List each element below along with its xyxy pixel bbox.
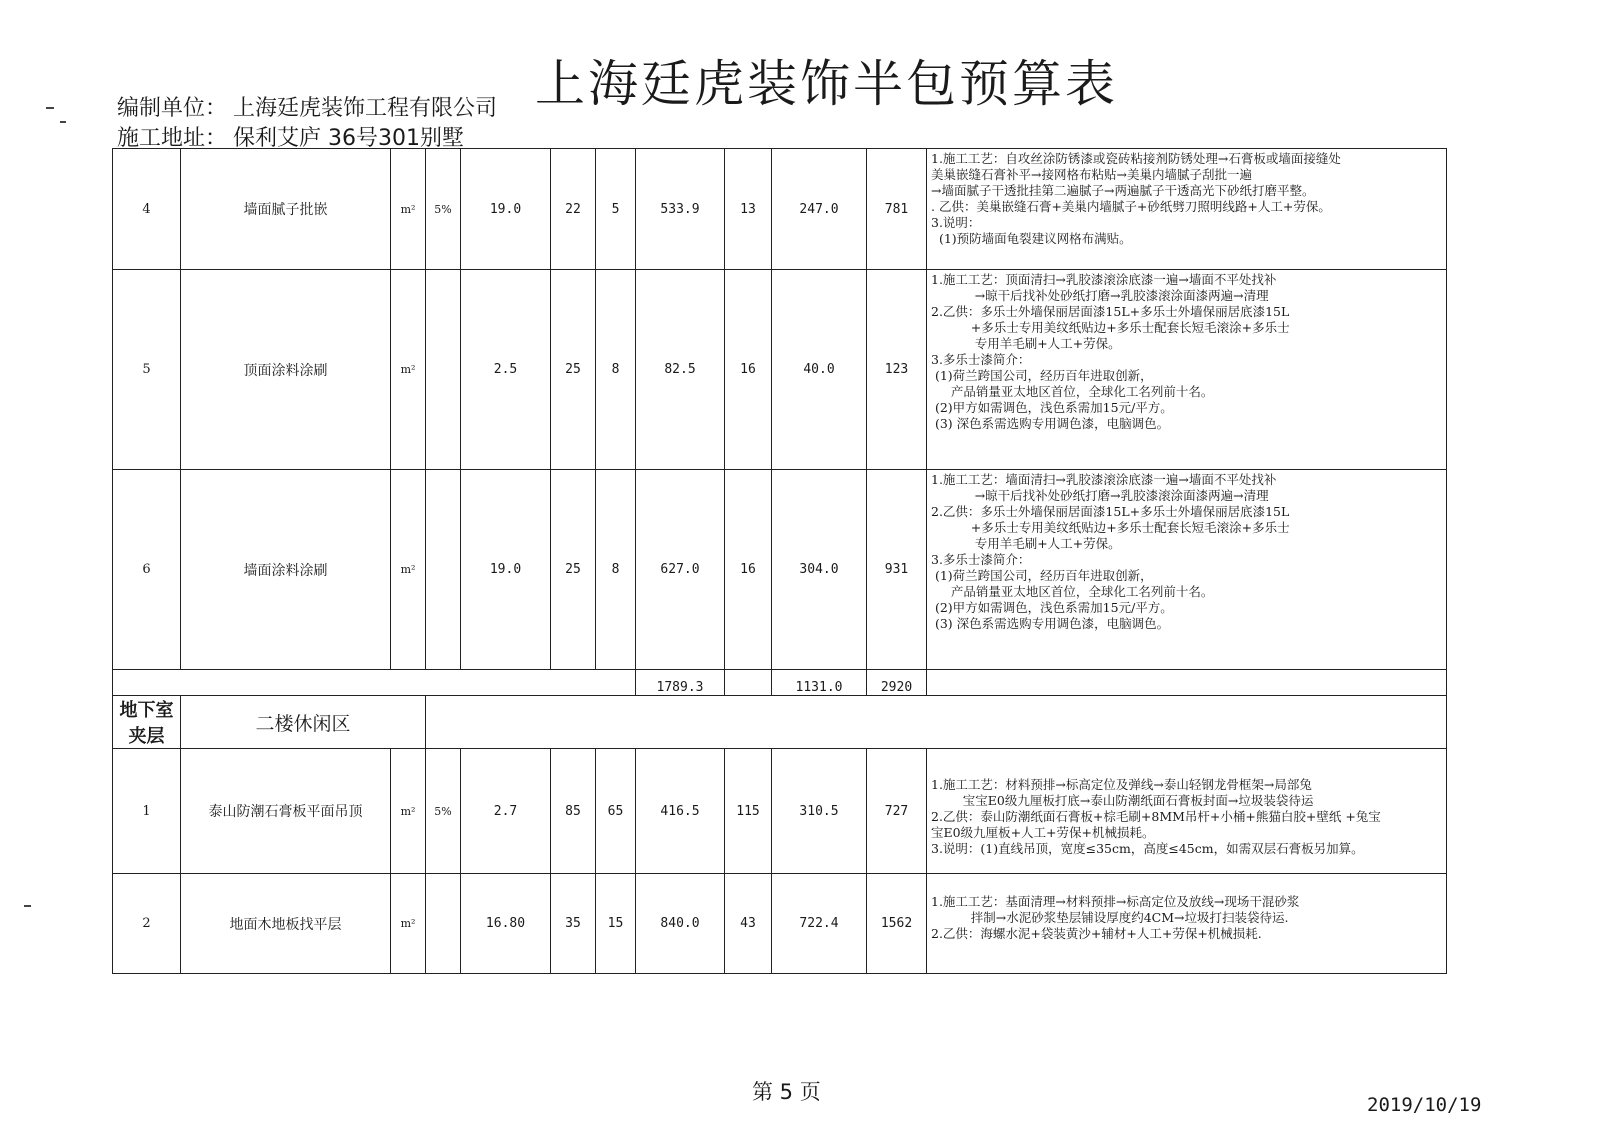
note-line: 宝宝E0级九厘板打底→泰山防潮纸面石膏板封面→垃圾装袋待运: [931, 793, 1314, 808]
item-loss: [426, 874, 461, 974]
item-unit: m²: [391, 749, 426, 874]
subtotal-blank: [927, 670, 1447, 696]
page-number: 第 5 页: [752, 1080, 821, 1104]
print-date: 2019/10/19: [1367, 1094, 1482, 1116]
note-line: (3) 深色系需选购专用调色漆，电脑调色。: [931, 416, 1170, 431]
note-line: 3.说明：(1)直线吊顶，宽度≤35cm，高度≤45cm，如需双层石膏板另加算。: [931, 841, 1364, 856]
item-total: 727: [867, 749, 927, 874]
item-price-extra: 16: [725, 470, 772, 670]
table-row: [113, 749, 1447, 874]
item-subtotal-material: 416.5: [636, 749, 725, 874]
item-notes: [927, 270, 1447, 470]
note-line: 3.说明：: [931, 215, 981, 230]
item-total: 931: [867, 470, 927, 670]
note-line: (2)甲方如需调色，浅色系需加15元/平方。: [931, 600, 1173, 615]
note-line: 1.施工工艺：基面清理→材料预排→标高定位及放线→现场干混砂浆: [931, 894, 1300, 909]
table-row: [113, 270, 1447, 470]
item-price-labor: 65: [596, 749, 636, 874]
item-price-labor: 8: [596, 270, 636, 470]
subtotal-row: [113, 670, 1447, 696]
company-value: 上海廷虎装饰工程有限公司: [233, 96, 498, 121]
item-name: 泰山防潮石膏板平面吊顶: [181, 749, 391, 874]
item-total: 781: [867, 149, 927, 270]
note-line: 拌制→水泥砂浆垫层铺设厚度约4CM→垃圾打扫装袋待运.: [931, 910, 1289, 925]
item-price-extra: 16: [725, 270, 772, 470]
subtotal-material: 1789.3: [636, 670, 725, 696]
note-line: 美巢嵌缝石膏补平→接网格布粘贴→美巢内墙腻子刮批一遍: [931, 167, 1252, 182]
note-line: +多乐士专用美纹纸贴边+多乐士配套长短毛滚涂+多乐士: [931, 520, 1290, 535]
table-row: [113, 470, 1447, 670]
item-name: 地面木地板找平层: [181, 874, 391, 974]
item-no: 5: [113, 270, 181, 470]
note-line: →晾干后找补处砂纸打磨→乳胶漆滚涂面漆两遍→清理: [931, 488, 1269, 503]
item-price-material: 25: [551, 470, 596, 670]
note-line: . 乙供：美巢嵌缝石膏+美巢内墙腻子+砂纸劈刀照明线路+人工+劳保。: [931, 199, 1331, 214]
note-line: (2)甲方如需调色，浅色系需加15元/平方。: [931, 400, 1173, 415]
note-line: 2.乙供：海螺水泥+袋装黄沙+辅材+人工+劳保+机械损耗.: [931, 926, 1262, 941]
item-notes: [927, 470, 1447, 670]
note-line: 3.多乐士漆简介：: [931, 352, 1031, 367]
note-line: 宝E0级九厘板+人工+劳保+机械损耗。: [931, 825, 1155, 840]
item-subtotal-labor: 310.5: [772, 749, 867, 874]
item-subtotal-labor: 40.0: [772, 270, 867, 470]
note-line: 2.乙供：多乐士外墙保丽居面漆15L+多乐士外墙保丽居底漆15L: [931, 504, 1290, 519]
note-line: 1.施工工艺：墙面清扫→乳胶漆滚涂底漆一遍→墙面不平处找补: [931, 472, 1277, 487]
item-price-extra: 13: [725, 149, 772, 270]
note-line: (1)荷兰跨国公司，经历百年进取创新，: [931, 568, 1153, 583]
note-line: 专用羊毛刷+人工+劳保。: [931, 536, 1121, 551]
item-price-labor: 15: [596, 874, 636, 974]
item-notes: [927, 749, 1447, 874]
item-qty: 2.7: [461, 749, 551, 874]
item-name: 墙面涂料涂刷: [181, 470, 391, 670]
item-price-material: 85: [551, 749, 596, 874]
item-no: 6: [113, 470, 181, 670]
note-line: +多乐士专用美纹纸贴边+多乐士配套长短毛滚涂+多乐士: [931, 320, 1290, 335]
item-subtotal-labor: 722.4: [772, 874, 867, 974]
item-unit: m²: [391, 149, 426, 270]
company-label: 编制单位：: [117, 96, 228, 121]
item-total: 123: [867, 270, 927, 470]
section-name: 二楼休闲区: [181, 696, 426, 749]
table-row: [113, 149, 1447, 270]
item-price-extra: 43: [725, 874, 772, 974]
item-price-material: 22: [551, 149, 596, 270]
note-line: (1)预防墙面龟裂建议网格布满贴。: [931, 231, 1132, 246]
note-line: 1.施工工艺：自攻丝涂防锈漆或瓷砖粘接剂防锈处理→石膏板或墙面接缝处: [931, 151, 1341, 166]
item-subtotal-material: 533.9: [636, 149, 725, 270]
item-unit: m²: [391, 874, 426, 974]
item-loss: 5%: [426, 749, 461, 874]
item-no: 2: [113, 874, 181, 974]
address-value: 保利艾庐 36号301别墅: [233, 126, 464, 151]
page-title: 上海廷虎装饰半包预算表: [535, 55, 1118, 113]
company-line: [117, 91, 497, 122]
scan-mark: [24, 905, 31, 907]
note-line: 1.施工工艺：材料预排→标高定位及弹线→泰山轻钢龙骨框架→局部兔: [931, 777, 1312, 792]
section-floor: 地下室夹层: [113, 696, 181, 749]
note-line: 2.乙供：多乐士外墙保丽居面漆15L+多乐士外墙保丽居底漆15L: [931, 304, 1290, 319]
subtotal-total: 2920: [867, 670, 927, 696]
item-subtotal-material: 840.0: [636, 874, 725, 974]
note-line: 专用羊毛刷+人工+劳保。: [931, 336, 1121, 351]
note-line: 3.多乐士漆简介：: [931, 552, 1031, 567]
subtotal-labor: 1131.0: [772, 670, 867, 696]
item-unit: m²: [391, 470, 426, 670]
note-line: 1.施工工艺：顶面清扫→乳胶漆滚涂底漆一遍→墙面不平处找补: [931, 272, 1277, 287]
note-line: 产品销量亚太地区首位，全球化工名列前十名。: [931, 584, 1214, 599]
item-loss: [426, 470, 461, 670]
item-qty: 2.5: [461, 270, 551, 470]
note-line: 2.乙供：泰山防潮纸面石膏板+棕毛刷+8MM吊杆+小桶+熊猫白胶+壁纸 +兔宝: [931, 809, 1381, 824]
item-price-material: 25: [551, 270, 596, 470]
scan-mark: [60, 121, 66, 123]
item-subtotal-material: 627.0: [636, 470, 725, 670]
item-qty: 19.0: [461, 470, 551, 670]
item-subtotal-labor: 247.0: [772, 149, 867, 270]
section-blank: [426, 696, 1447, 749]
item-price-material: 35: [551, 874, 596, 974]
item-subtotal-material: 82.5: [636, 270, 725, 470]
item-notes: [927, 874, 1447, 974]
item-total: 1562: [867, 874, 927, 974]
item-qty: 19.0: [461, 149, 551, 270]
address-label: 施工地址：: [117, 126, 228, 151]
subtotal-blank: [725, 670, 772, 696]
item-price-labor: 5: [596, 149, 636, 270]
item-subtotal-labor: 304.0: [772, 470, 867, 670]
budget-table: [112, 148, 1447, 974]
scan-mark: [46, 107, 54, 109]
item-qty: 16.80: [461, 874, 551, 974]
note-line: 产品销量亚太地区首位，全球化工名列前十名。: [931, 384, 1214, 399]
note-line: (1)荷兰跨国公司，经历百年进取创新，: [931, 368, 1153, 383]
item-price-extra: 115: [725, 749, 772, 874]
note-line: →墙面腻子干透批挂第二遍腻子→两遍腻子干透高光下砂纸打磨平整。: [931, 183, 1315, 198]
note-line: (3) 深色系需选购专用调色漆，电脑调色。: [931, 616, 1170, 631]
item-name: 顶面涂料涂刷: [181, 270, 391, 470]
item-loss: 5%: [426, 149, 461, 270]
item-no: 4: [113, 149, 181, 270]
item-price-labor: 8: [596, 470, 636, 670]
item-unit: m²: [391, 270, 426, 470]
item-name: 墙面腻子批嵌: [181, 149, 391, 270]
subtotal-blank: [113, 670, 636, 696]
note-line: →晾干后找补处砂纸打磨→乳胶漆滚涂面漆两遍→清理: [931, 288, 1269, 303]
section-header-row: [113, 696, 1447, 749]
item-notes: [927, 149, 1447, 270]
item-no: 1: [113, 749, 181, 874]
item-loss: [426, 270, 461, 470]
table-row: [113, 874, 1447, 974]
